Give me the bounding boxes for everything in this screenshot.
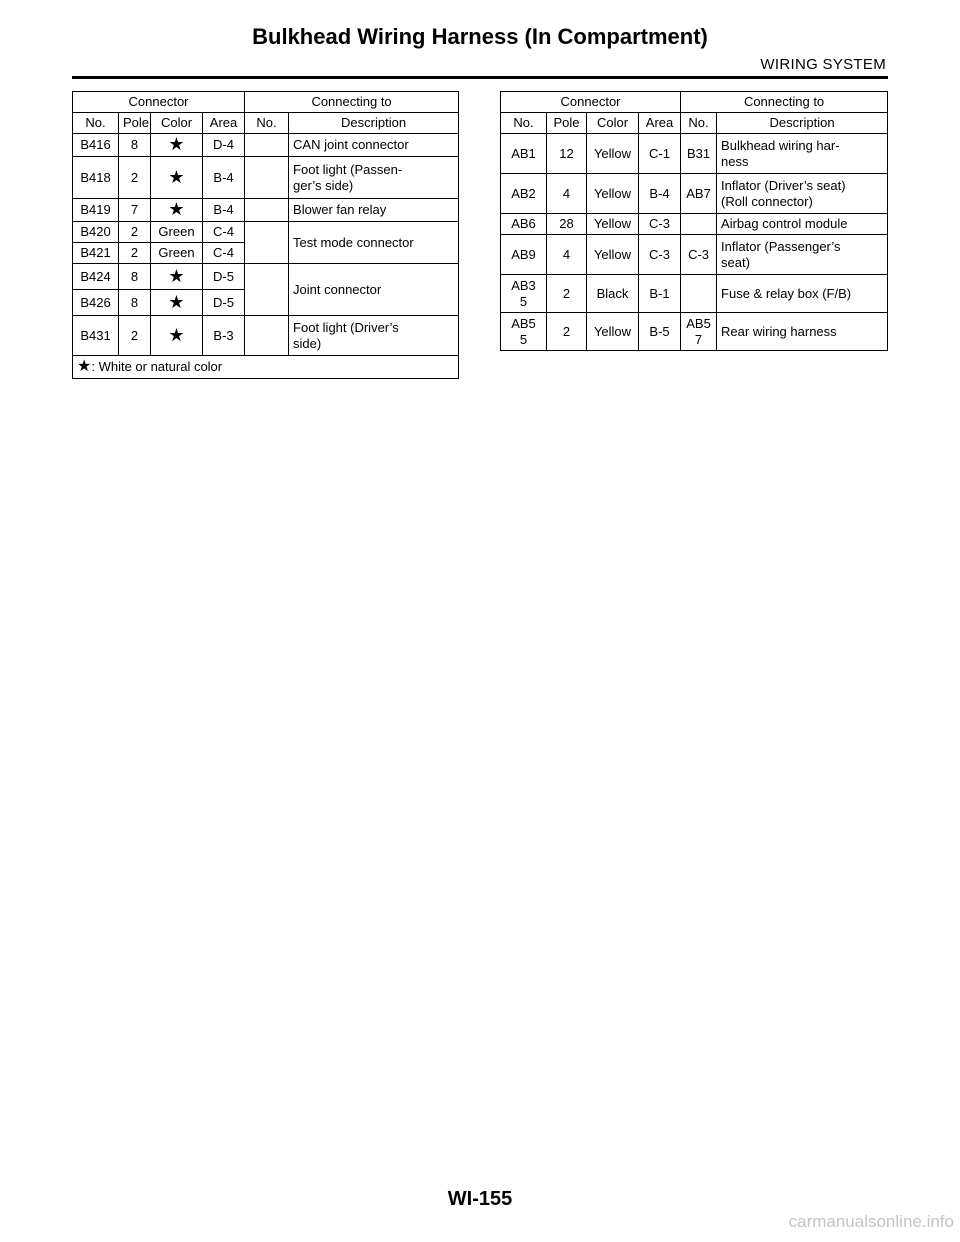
star-icon: ★	[77, 358, 92, 375]
right-connector-table	[500, 91, 888, 351]
table-row: B426 8 ★ D-5	[73, 290, 459, 316]
page-number: WI-155	[447, 1188, 513, 1210]
header-color: Color	[151, 113, 203, 134]
header-connector: Connector	[73, 92, 245, 113]
header-pole: Pole	[547, 113, 587, 134]
header-rule	[72, 76, 888, 79]
table-row: AB1 12 Yellow C-1 B31 Bulkhead wiring har- ness	[501, 134, 888, 174]
header-connecting-to: Connecting to	[245, 92, 459, 113]
header-area: Area	[639, 113, 681, 134]
table-row: B419 7 ★ B-4 Blower fan relay	[73, 199, 459, 222]
header-connector: Connector	[501, 92, 681, 113]
header-description: Description	[717, 113, 888, 134]
header-no: No.	[73, 113, 119, 134]
table-row: B420 2 Green C-4 Test mode connector	[73, 222, 459, 243]
table-row: AB9 4 Yellow C-3 C-3 Inflator (Passenger’s seat)	[501, 235, 888, 275]
table-row: AB5 5 2 Yellow B-5 AB5 7 Rear wiring harness	[501, 313, 888, 351]
star-icon: ★	[151, 264, 203, 290]
section-name: WIRING SYSTEM	[760, 56, 886, 73]
table-row: B418 2 ★ B-4 Foot light (Passen- ger’s side)	[73, 157, 459, 199]
star-icon: ★	[151, 290, 203, 316]
table-row: AB2 4 Yellow B-4 AB7 Inflator (Driver’s seat) (Roll connector)	[501, 174, 888, 214]
table-row: B421 2 Green C-4	[73, 243, 459, 264]
left-connector-table	[72, 91, 459, 379]
table-row: B431 2 ★ B-3 Foot light (Driver’s side)	[73, 316, 459, 356]
watermark: carmanualsonline.info	[788, 1212, 954, 1231]
star-icon: ★	[151, 157, 203, 199]
header-to-no: No.	[681, 113, 717, 134]
page-title: Bulkhead Wiring Harness (In Compartment)	[252, 24, 708, 49]
header-description: Description	[289, 113, 459, 134]
header-area: Area	[203, 113, 245, 134]
table-row: B416 8 ★ D-4 CAN joint connector	[73, 134, 459, 157]
header-connecting-to: Connecting to	[681, 92, 888, 113]
header-no: No.	[501, 113, 547, 134]
table-row: B424 8 ★ D-5 Joint connector	[73, 264, 459, 290]
table-note	[73, 356, 459, 379]
star-icon: ★	[151, 134, 203, 157]
header-pole: Pole	[119, 113, 151, 134]
header-color: Color	[587, 113, 639, 134]
star-icon: ★	[151, 316, 203, 356]
star-icon: ★	[151, 199, 203, 222]
table-row: AB3 5 2 Black B-1 Fuse & relay box (F/B)	[501, 275, 888, 313]
table-row: AB6 28 Yellow C-3 Airbag control module	[501, 214, 888, 235]
header-to-no: No.	[245, 113, 289, 134]
note-text: : White or natural color	[91, 359, 223, 374]
